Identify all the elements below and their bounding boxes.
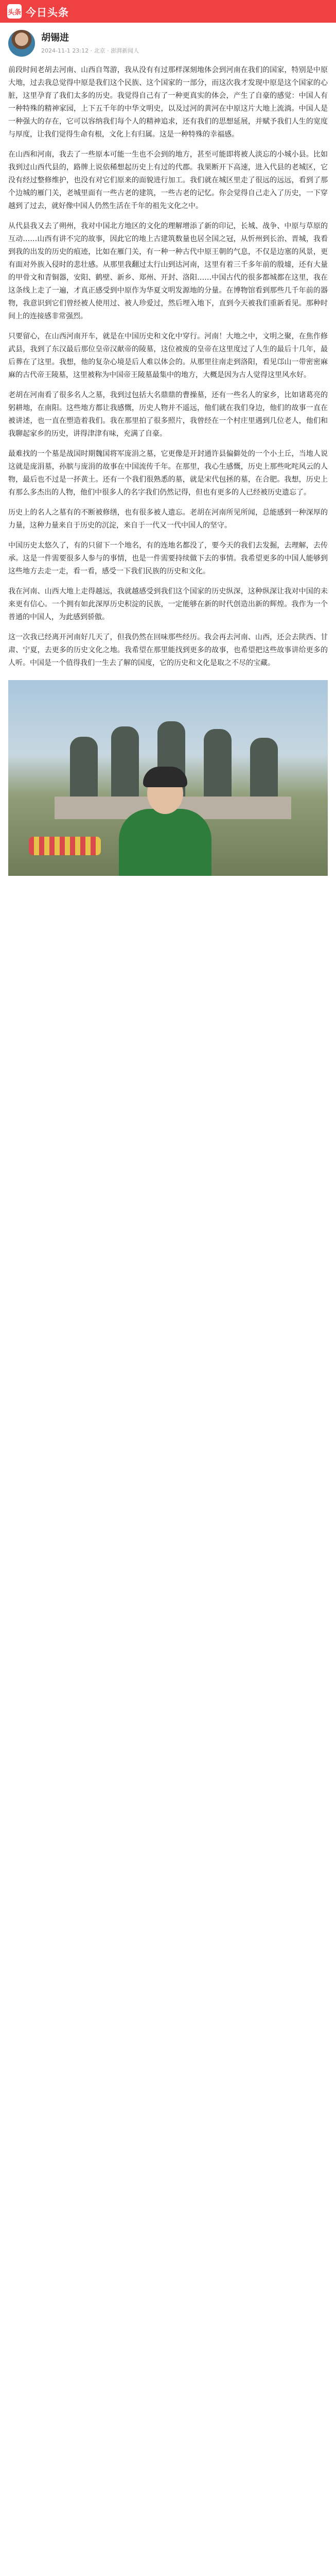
author-name[interactable]: 胡锡进	[41, 32, 69, 43]
article-paragraph: 在山西和河南，我去了一些原本可能一生也不会到的地方，甚至可能即将被人淡忘的小城小县。比如我到过山西代县的，路牌上说依稀想起历史上有过的代郡。我果断开下高速，进入代县的老城区，它没有经过整修维护，也没有对它们原来的面貌进行加工。我们就在城区里走了很远的远远，看到了那个边城的雁门关，老城里面有一些古老的建筑，一些古老的记忆。你会觉得自己走入了历史，一下穿越到了过去，就好像中国人仍然生活在千年的祖先文化之中。	[8, 150, 328, 210]
flower-bed	[29, 837, 101, 855]
app-logo[interactable]: 头条	[7, 4, 22, 19]
article-paragraph: 这一次我已经离开河南好几天了，但我仍然在回味那些经历。我会再去河南、山西，还会去陕西、甘肃、宁夏，去更多的历史文化之地。我希望在那里能找到更多的故事，也希望把这些故事讲给更多的人听。中国是一个值得我们一生去了解的国度，它的历史和文化是取之不尽的宝藏。	[8, 633, 328, 667]
article-body	[0, 61, 336, 670]
statue-figure	[70, 737, 98, 799]
statue-figure	[111, 726, 139, 799]
statue-figure	[204, 729, 232, 799]
article-paragraph: 前段时间老胡去河南、山西自驾游，我从没有有过那样深刻地体会到河南在我们的国家，特别是中原大地，过去我总觉得中原是我们这个民族、这个国家的一部分，而这次我才发现中原是这个国家的心脏，这里孕育了我们太多的历史。我觉得自己有了一种更真实的体会，产生了自豪的感觉：中国人有一种特殊的精神家园，上下五千年的中华文明史，以及过河的黄河在中原这片大地上流淌。中国人是一种强大的存在，它可以容纳我们每个人的精神追求，还有我们的思想延展，并赋予我们人生的宽度与厚度，让我们觉得生命有根，文化上有归属。这是一种特殊的幸福感。	[8, 66, 328, 139]
post-meta: 2024-11-1 23:12 · 北京 · 澎湃新闻人	[41, 47, 139, 54]
article-paragraph: 历史上的名人之墓有的不断被修缮，也有很多被人遗忘。老胡在河南所见所闻，总能感到一种深厚的力量，这种力量来自于历史的沉淀，来自于一代又一代中国人的坚守。	[8, 509, 328, 530]
person-body	[119, 809, 211, 876]
article-paragraph: 中国历史太悠久了，有的只留下一个地名，有的连地名都没了，要今天的我们去发掘，去理解，去传承。这是一件需要很多人参与的事情，也是一件需要持续做下去的事情。我希望更多的中国人能够到这些地方去走一走，看一看，感受一下我们民族的历史和文化。	[8, 541, 328, 575]
person-hair	[143, 767, 187, 787]
article-paragraph: 从代县我又去了朔州，我对中国北方地区的文化的理解增添了新的印记，长城、战争、中原与草原的互动……山西有讲不完的故事，因此它的地上古建筑数量也居全国之冠，从忻州到长治、晋城，我看到我的出发的历史的痕迹，比如在雁门关，有一种一种古代中原王朝的气息，不仅是边塞的风景，更有面对外族入侵时的悲壮感。从那里我翻过太行山到达河南，这里有着三千多年前的殷墟，还有大量的甲骨文和青铜器，安阳、鹤壁、新乡、郑州、开封、洛阳……中国古代的很多都城都在这里，我在这条线上走了一遍，才真正感受到中原作为华夏文明发源地的分量。在博物馆看到那些几千年前的器物，我意识到它们曾经被人使用过、被人珍爱过，然后埋入地下，直到今天被我们重新看见。那种时间上的连接感非常强烈。	[8, 222, 328, 320]
author-header	[0, 23, 336, 61]
app-top-bar	[0, 0, 336, 23]
article-photo-container	[0, 677, 336, 876]
article-photo[interactable]	[8, 680, 328, 876]
author-info	[41, 32, 139, 55]
app-name: 今日头条	[26, 6, 69, 19]
article-paragraph: 老胡在河南看了很多名人之墓，我到过包括大名鼎鼎的曹操墓，还有一些名人的家乡，比如诸葛亮的躬耕地，在南阳。这些地方都让我感慨，历史人物并不遥远，他们就在我们身边，他们的故事一直在被讲述，也一直在塑造着我们。我在那里拍了很多照片，我曾经在一个村庄里遇到几位老人，他们和我聊起家乡的历史，讲得津津有味，充满了自豪。	[8, 391, 328, 438]
article-paragraph: 最难找的一个墓是战国时期魏国将军庞涓之墓，它更像是开封通许县偏僻处的一个小土丘，当地人说这就是庞涓墓，孙膑与庞涓的故事在中国流传千年。在那里，我心生感慨，历史上那些叱咤风云的人物，最后也不过是一抔黄土。还有一个我们很熟悉的墓，就是宋代包拯的墓，在合肥。我想，历史上有那么多杰出的人物，他们中很多人的名字我们仍然记得，但也有更多的人已经被历史遗忘了。	[8, 450, 328, 497]
avatar[interactable]	[8, 30, 35, 57]
article-paragraph: 只要留心，在山西河南开车，就是在中国历史和文化中穿行。河南！大地之中，文明之聚，在焦作修武县，我到了东汉最后那位皇帝汉献帝的陵墓，这位被废的皇帝在这里度过了人生的最后十几年，最后葬在了这里。我想，他的复杂心境是后人难以体会的。从那里往南走到洛阳，看见邙山一带密密麻麻的古代帝王陵墓，这里被称为中国帝王陵墓最集中的地方，大概是因为古人觉得这里风水好。	[8, 332, 328, 379]
statue-figure	[250, 738, 278, 799]
article-paragraph: 我在河南、山西大地上走得越远，我就越感受到我们这个国家的历史纵深，这种纵深让我对中国的未来更有信心。一个拥有如此深厚历史积淀的民族，一定能够在新的时代创造出新的辉煌。我作为一个普通的中国人，为此感到骄傲。	[8, 587, 328, 621]
